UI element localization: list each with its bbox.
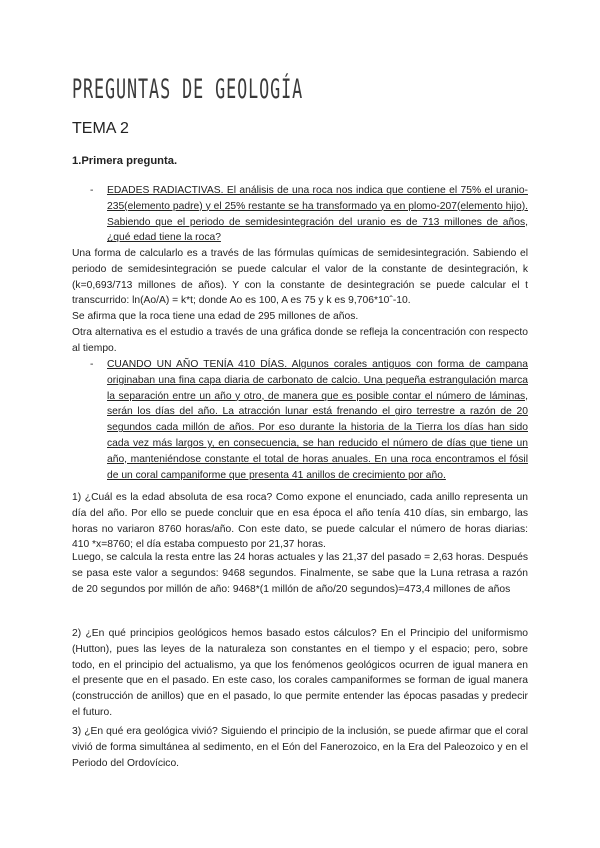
bullet-text: EDADES RADIACTIVAS. El análisis de una roca nos indica que contiene el 75% el uranio-235(elemento padre) y el 25% restante se ha transformado ya en plomo-207(elemento hijo). Sabiendo que el periodo de semidesintegración del uranio es de 713 millones de años, ¿qué edad tiene la roca?: [107, 185, 528, 244]
answer-1: 1) ¿Cuál es la edad absoluta de esa roca? Como expone el enunciado, cada anillo representa un día del año. Por ello se puede concluir que en esa época el año tenía 410 días, sin embargo, las horas no variaron 8760 horas/año. Con este dato, se puede calcular el número de horas diarias: 410 *x=8760; el día estaba compuesto por 21,37 horas.: [72, 492, 528, 551]
paragraph-result: Se afirma que la roca tiene una edad de 295 millones de años.: [72, 311, 359, 322]
bullet-item-corales: [90, 357, 528, 483]
document-title: PREGUNTAS DE GEOLOGÍA: [72, 74, 304, 105]
answer-2: 2) ¿En qué principios geológicos hemos basado estos cálculos? En el Principio del uniformismo (Hutton), pues las leyes de la naturaleza son constantes en el tiempo y el espacio; pero, sobre todo, en el principio del actualismo, ya que los fenómenos geológicos ocurren de igual manera en el presente que en el pasado. En este caso, los corales campaniformes se forman de igual manera (construcción de anillos) que en el pasado, lo que permite entender las épocas pasadas y predecir el futuro.: [72, 628, 528, 718]
bullet-item-radiactivas: [90, 183, 528, 246]
question-heading: 1.Primera pregunta.: [72, 155, 178, 167]
paragraph-calculation: Una forma de calcularlo es a través de las fórmulas químicas de semidesintegración. Sabiendo el periodo de semidesintegración se puede calcular el valor de la constante de desintegración, k (k=0,693/713 millones de años). Y con la constante de desintegración se puede calcular el t transcurrido: ln(Ao/A) = k*t; donde Ao es 100, A es 75 y k es 9,706*10ˆ-10.: [72, 248, 528, 307]
bullet-text: CUANDO UN AÑO TENÍA 410 DÍAS. Algunos corales antiguos con forma de campana originaban una fina capa diaria de carbonato de calcio. Una pequeña estrangulación marca la separación entre un año y otro, de manera que es posible contar el número de láminas, serán los días del año. La atracción lunar está frenando el giro terrestre a razón de 20 segundos cada millón de años. Por eso durante la historia de la Tierra los días han sido cada vez más largos y, en consecuencia, se han reducido el número de días que tiene un año, manteniéndose constante el total de horas anuales. En una roca encontramos el fósil de un coral campaniforme que presenta 41 anillos de crecimiento por año.: [107, 359, 528, 481]
bullet-dash: -: [90, 185, 94, 196]
answer-3: 3) ¿En qué era geológica vivió? Siguiendo el principio de la inclusión, se puede afirmar que el coral vivió de forma simultánea al sedimento, en el Eón del Fanerozoico, en la Era del Paleozoico y en el Periodo del Ordovícico.: [72, 726, 528, 769]
bullet-dash: -: [90, 359, 94, 370]
paragraph-alternative: Otra alternativa es el estudio a través de una gráfica donde se refleja la concentración con respecto al tiempo.: [72, 327, 528, 354]
answer-1-continued: Luego, se calcula la resta entre las 24 horas actuales y las 21,37 del pasado = 2,63 horas. Después se pasa este valor a segundos: 9468 segundos. Finalmente, se sabe que la Luna retrasa a razón de 20 segundos por millón de año: 9468*(1 millón de año/20 segundos)=473,4 millones de años: [72, 552, 528, 595]
section-heading: TEMA 2: [72, 120, 129, 137]
